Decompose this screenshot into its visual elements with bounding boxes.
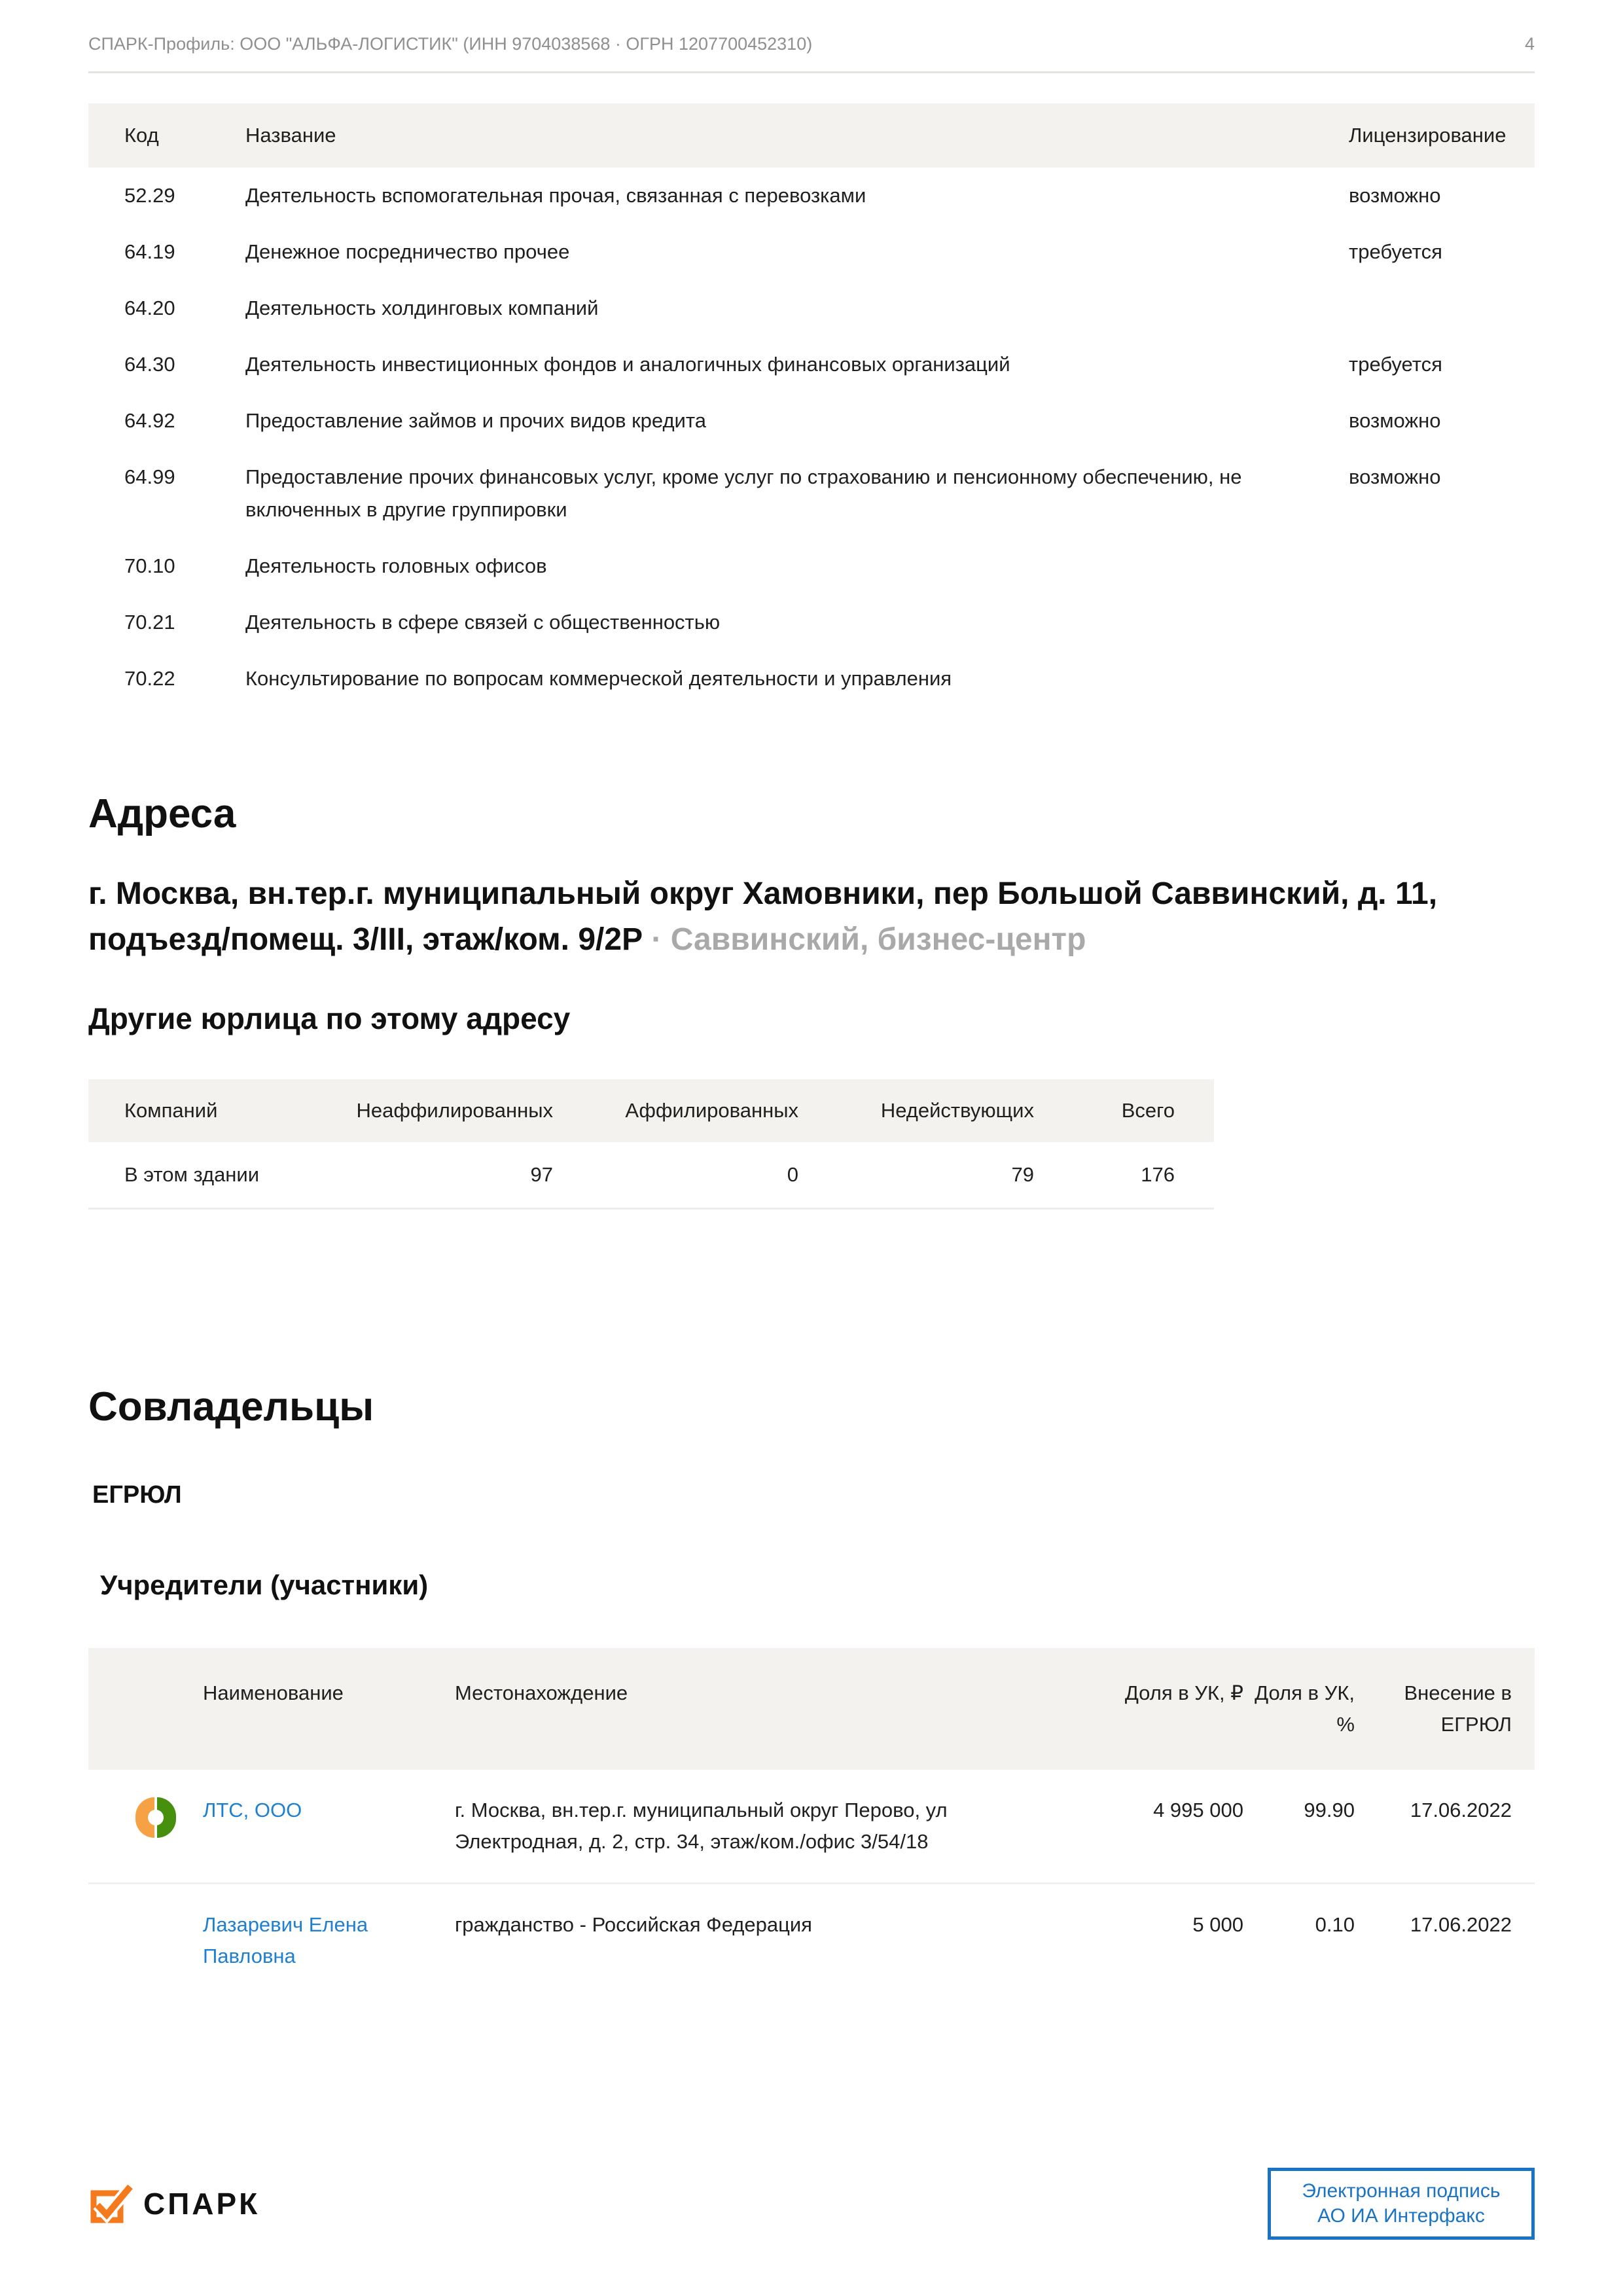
main-address (88, 871, 1476, 963)
col-header-share-rub: Доля в УК, ₽ (1124, 1681, 1243, 1704)
addresses-section-title: Адреса (88, 791, 236, 836)
signature-line1: Электронная подпись (1302, 2180, 1501, 2202)
founder-share-rub: 5 000 (1192, 1913, 1243, 1936)
okved-code: 64.19 (124, 240, 175, 263)
col-header-name: Название (245, 124, 336, 147)
okved-code: 70.10 (124, 554, 175, 577)
table-row (88, 224, 1535, 280)
founders-table (88, 1648, 1535, 1997)
col-header-entry-date: Внесение в ЕГРЮЛ (1404, 1681, 1512, 1736)
table-row (88, 594, 1535, 651)
main-address-text: г. Москва, вн.тер.г. муниципальный округ Хамовники, пер Большой Саввинский, д. 11, подъезд/помещ. 3/III, этаж/ком. 9/2Р (88, 876, 1438, 957)
spark-logo-icon (88, 2182, 134, 2225)
col-header-companies: Компаний (124, 1099, 218, 1122)
other-companies-table (88, 1079, 1214, 1210)
okved-name: Предоставление займов и прочих видов кредита (245, 409, 706, 432)
okved-licensing (1349, 550, 1535, 583)
address-note: · Саввинский, бизнес-центр (651, 922, 1086, 957)
okved-licensing: возможно (1349, 184, 1441, 207)
spark-brand-label: СПАРК (143, 2187, 260, 2221)
page-footer (88, 2168, 1535, 2240)
founder-entry-date: 17.06.2022 (1410, 1913, 1512, 1936)
founder-location: г. Москва, вн.тер.г. муниципальный округ Перово, ул Электродная, д. 2, стр. 34, этаж/ком./офис 3/54/18 (455, 1799, 948, 1853)
building-label: В этом здании (124, 1163, 260, 1186)
okved-licensing: возможно (1349, 465, 1441, 488)
okved-code: 64.20 (124, 296, 175, 319)
founder-company-link[interactable]: ЛТС, ООО (203, 1799, 302, 1821)
founders-table-header (88, 1648, 1535, 1770)
okved-name: Деятельность в сфере связей с общественностью (245, 611, 721, 634)
okved-code: 64.99 (124, 465, 175, 488)
founders-title: Учредители (участники) (100, 1570, 429, 1600)
okved-licensing (1349, 662, 1535, 695)
okved-licensing (1349, 292, 1535, 325)
okved-name: Деятельность головных офисов (245, 554, 547, 577)
okved-licensing: возможно (1349, 409, 1441, 432)
okved-licensing: требуется (1349, 353, 1442, 376)
okved-code: 70.21 (124, 611, 175, 634)
owners-section-title: Совладельцы (88, 1384, 374, 1429)
okved-licensing (1349, 606, 1535, 639)
okved-name: Предоставление прочих финансовых услуг, кроме услуг по страхованию и пенсионному обеспечению, не включенных в другие группировки (245, 465, 1242, 521)
founder-person-link[interactable]: Лазаревич Елена Павловна (203, 1913, 368, 1967)
table-row (88, 1142, 1214, 1210)
okved-name: Деятельность инвестиционных фондов и аналогичных финансовых организаций (245, 353, 1010, 376)
affiliated-count: 0 (787, 1163, 798, 1186)
founder-logo-cell (88, 1795, 203, 1857)
table-row (88, 168, 1535, 224)
other-companies-header (88, 1079, 1214, 1142)
okved-code: 52.29 (124, 184, 175, 207)
col-header-code: Код (124, 124, 159, 147)
signature-line2: АО ИА Интерфакс (1317, 2205, 1485, 2227)
other-companies-title: Другие юрлица по этому адресу (88, 1001, 571, 1035)
okved-code: 70.22 (124, 667, 175, 690)
col-header-affiliated: Аффилированных (625, 1099, 798, 1122)
okved-name: Деятельность холдинговых компаний (245, 296, 599, 319)
table-row (88, 336, 1535, 393)
col-header-location: Местонахождение (455, 1681, 628, 1704)
founder-entry-date: 17.06.2022 (1410, 1799, 1512, 1821)
inactive-count: 79 (1011, 1163, 1034, 1186)
okved-code: 64.30 (124, 353, 175, 376)
registry-subtitle: ЕГРЮЛ (92, 1481, 182, 1509)
unaffiliated-count: 97 (530, 1163, 553, 1186)
col-header-inactive: Недействующих (880, 1099, 1034, 1122)
table-row (88, 538, 1535, 594)
okved-code: 64.92 (124, 409, 175, 432)
electronic-signature-button[interactable] (1268, 2168, 1535, 2240)
founder-share-pct: 99.90 (1304, 1799, 1355, 1821)
founder-location: гражданство - Российская Федерация (455, 1913, 812, 1936)
col-header-share-pct: Доля в УК, % (1255, 1681, 1355, 1736)
table-row (88, 449, 1535, 538)
okved-name: Денежное посредничество прочее (245, 240, 570, 263)
okved-name: Деятельность вспомогательная прочая, связанная с перевозками (245, 184, 866, 207)
col-header-logo (88, 1677, 203, 1740)
table-row (88, 280, 1535, 336)
report-title: СПАРК-Профиль: ООО "АЛЬФА-ЛОГИСТИК" (ИНН 9704038568 · ОГРН 1207700452310) (88, 34, 813, 54)
col-header-total: Всего (1121, 1099, 1175, 1122)
founder-share-rub: 4 995 000 (1153, 1799, 1243, 1821)
col-header-founder-name: Наименование (203, 1681, 344, 1704)
okved-table-header (88, 103, 1535, 168)
col-header-licensing: Лицензирование (1349, 124, 1507, 147)
spark-brand (88, 2182, 260, 2225)
table-row (88, 393, 1535, 449)
table-row (88, 1770, 1535, 1882)
total-count: 176 (1141, 1163, 1175, 1186)
page-number: 4 (1524, 34, 1535, 54)
okved-licensing: требуется (1349, 240, 1442, 263)
table-row (88, 1882, 1535, 1997)
page-header (88, 0, 1535, 73)
founder-share-pct: 0.10 (1315, 1913, 1355, 1936)
table-row (88, 651, 1535, 707)
okved-table (88, 103, 1535, 707)
company-donut-logo-icon (135, 1797, 176, 1838)
founder-logo-cell (88, 1909, 203, 1972)
col-header-unaffiliated: Неаффилированных (356, 1099, 553, 1122)
okved-name: Консультирование по вопросам коммерческой деятельности и управления (245, 667, 952, 690)
